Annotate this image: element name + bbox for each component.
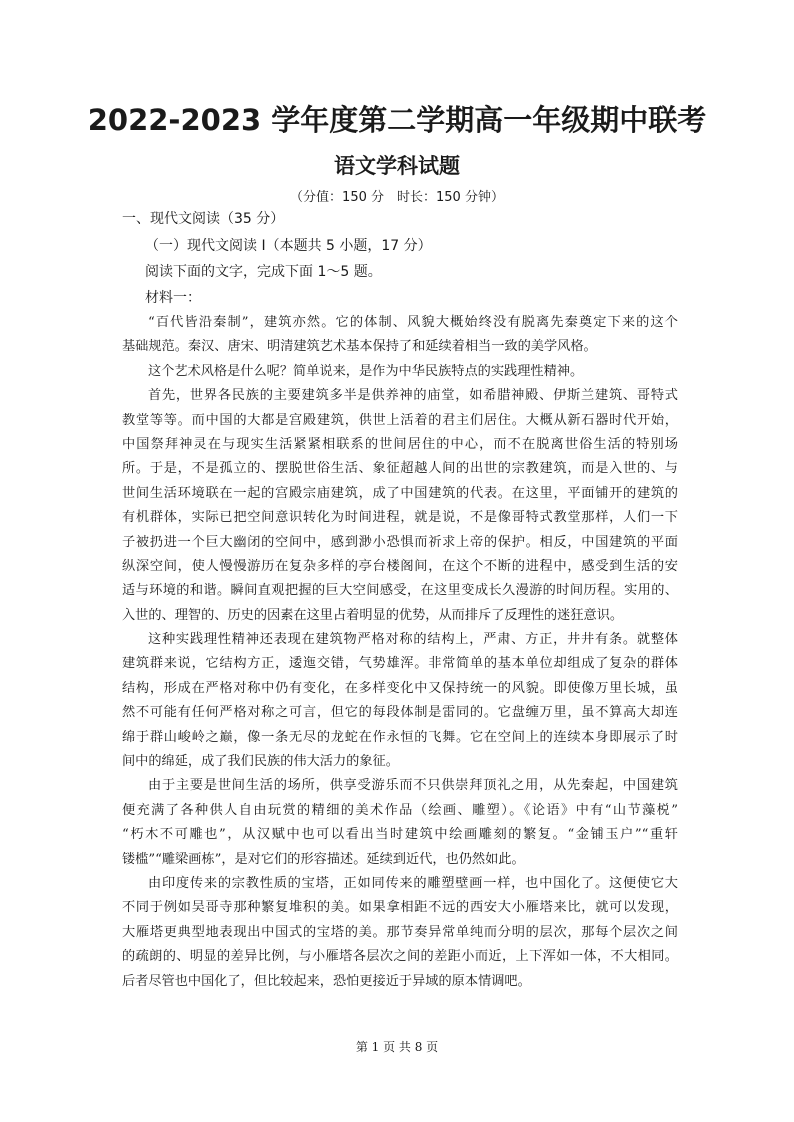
passage-line: 这种实践理性精神还表现在建筑物严格对称的结构上，严肃、方正，井井有条。就整体 [148,632,678,648]
passage-line: “朽木不可雕也”，从汉赋中也可以看出当时建筑中绘画雕刻的繁复。“金铺玉户”“重轩 [122,827,678,843]
exam-subtitle: 语文学科试题 [334,154,460,178]
exam-meta: （分值：150 分 时长：150 分钟） [290,190,504,205]
passage-line: 建筑群来说，它结构方正，逶迤交错，气势雄浑。非常简单的基本单位却组成了复杂的群体 [122,656,678,672]
passage-line: 有机群体，实际已把空间意识转化为时间进程，就是说，不是像哥特式教堂那样，人们一下 [122,510,678,526]
passage-line: 的疏朗的、明显的差异比例，与小雁塔各层次之间的差距小而近，上下浑如一体，不大相同。 [122,949,678,965]
passage-line: “百代皆沿秦制”，建筑亦然。它的体制、风貌大概始终没有脱离先秦奠定下来的这个 [148,315,678,330]
passage-line: 镂槛”“雕梁画栋”，是对它们的形容描述。延续到近代，也仍然如此。 [122,851,525,867]
material-label: 材料一： [145,290,201,306]
passage-line: 结构，形成在严格对称中仍有变化，在多样变化中又保持统一的风貌。即使像万里长城，虽 [122,680,678,696]
passage-line: 由于主要是世间生活的场所，供享受游乐而不只供崇拜顶礼之用，从先秦起，中国建筑 [148,778,678,794]
passage-line: 中国祭拜神灵在与现实生活紧紧相联系的世间居住的中心，而不在脱离世俗生活的特别场 [122,436,678,452]
passage-line: 大雁塔更典型地表现出中国式的宝塔的美。那节奏异常单纯而分明的层次，那每个层次之间 [122,924,678,940]
passage-line: 纵深空间，使人慢慢游历在复杂多样的亭台楼阁间，在这个不断的进程中，感受到生活的安 [122,558,678,574]
passage-line: 后者尽管也中国化了，但比较起来，恐怕更接近于异域的原本情调吧。 [122,973,531,989]
passage-line: 不同于例如吴哥寺那种繁复堆积的美。如果拿相距不远的西安大小雁塔来比，就可以发现， [122,900,678,916]
passage-line: 由印度传来的宗教性质的宝塔，正如同传来的雕塑壁画一样，也中国化了。这便使它大 [148,875,678,891]
section-heading: 一、现代文阅读（35 分） [122,211,285,227]
page-title: 2022-2023 学年度第二学期高一年级期中联考 [87,103,707,137]
passage-line: 适与环境的和谐。瞬间直观把握的巨大空间感受，在这里变成长久漫游的时间历程。实用的、 [122,583,678,599]
passage-line: 世间生活环境联在一起的宫殿宗庙建筑，成了中国建筑的代表。在这里，平面铺开的建筑的 [122,485,678,501]
passage-line: 教堂等等。而中国的大都是宫殿建筑，供世上活着的君主们居住。大概从新石器时代开始， [122,412,678,428]
passage-line: 绵于群山峻岭之巅，像一条无尽的龙蛇在作永恒的飞舞。它在空间上的连续本身即展示了时 [122,729,678,745]
passage-line: 间中的绵延，成了我们民族的伟大活力的象征。 [122,754,399,770]
passage-line: 子被扔进一个巨大幽闭的空间中，感到渺小恐惧而祈求上帝的保护。相反，中国建筑的平面 [122,534,678,550]
subsection-heading: （一）现代文阅读 I（本题共 5 小题，17 分） [145,238,432,254]
reading-instruction: 阅读下面的文字，完成下面 1～5 题。 [145,264,382,280]
passage-line: 这个艺术风格是什么呢？简单说来，是作为中华民族特点的实践理性精神。 [148,363,584,379]
passage-line: 然不可能有任何严格对称之可言，但它的每段体制是雷同的。它盘缠万里，虽不算高大却连 [122,705,678,721]
passage-line: 入世的、理智的、历史的因素在这里占着明显的优势，从而排斥了反理性的迷狂意识。 [122,607,624,623]
passage-line: 便充满了各种供人自由玩赏的精细的美术作品（绘画、雕塑）。《论语》中有“山节藻棁” [122,802,678,818]
passage-line: 基础规范。秦汉、唐宋、明清建筑艺术基本保持了和延续着相当一致的美学风格。 [122,339,597,355]
passage-text [122,311,678,994]
passage-line: 所。于是，不是孤立的、摆脱世俗生活、象征超越人间的出世的宗教建筑，而是入世的、与 [122,461,678,477]
page-footer: 第 1 页 共 8 页 [355,1040,439,1054]
passage-line: 首先，世界各民族的主要建筑多半是供养神的庙堂，如希腊神殿、伊斯兰建筑、哥特式 [148,388,678,404]
